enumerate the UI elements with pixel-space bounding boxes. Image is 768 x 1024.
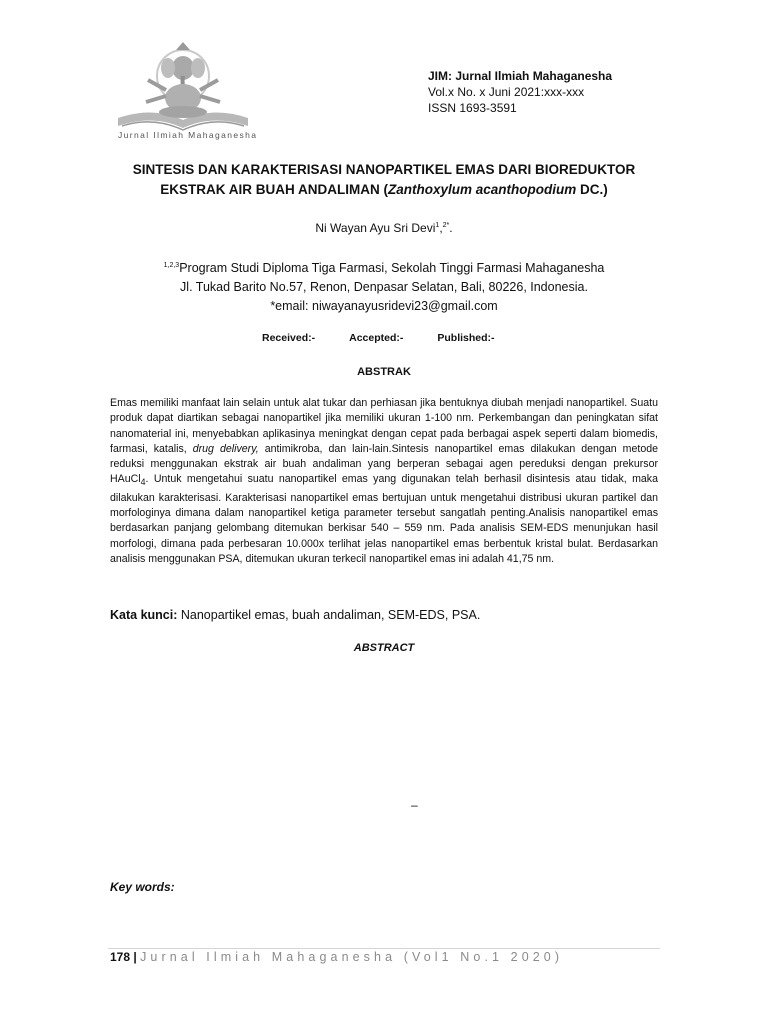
affiliation (0, 256, 768, 316)
abstract-placeholder-dash: – (411, 798, 418, 812)
title-line-2: EKSTRAK AIR BUAH ANDALIMAN (Zanthoxylum acanthopodium DC.) (160, 182, 608, 197)
affiliation-address: Jl. Tukad Barito No.57, Renon, Denpasar Selatan, Bali, 80226, Indonesia. (180, 280, 588, 295)
journal-volume: Vol.x No. x Juni 2021:xxx-xxx (428, 85, 585, 99)
title-line-1: SINTESIS DAN KARAKTERISASI NANOPARTIKEL EMAS DARI BIOREDUKTOR (132, 162, 636, 177)
kata-kunci-text: Nanopartikel emas, buah andaliman, SEM-EDS, PSA. (177, 608, 481, 622)
paper-title (100, 160, 668, 200)
accepted-date: Accepted:- (349, 332, 404, 344)
journal-issn: ISSN 1693-3591 (428, 101, 517, 115)
author-name: Ni Wayan Ayu Sri Devi (315, 221, 436, 235)
published-date: Published:- (437, 332, 495, 344)
abstrak-body: Emas memiliki manfaat lain selain untuk alat tukar dan perhiasan jika bentuknya diubah menjadi nanopartikel. Suatu produk dapat diartikan sebagai nanopartikel jika memiliki ukuran 1-100 nm. Perkembangan dan peningkatan sifat nanomaterial ini, menyebabkan aplikasinya meningkat dengan cepat pada berbagai aspek seperti dalam biomedis, farmasi, katalis, drug delivery, antimikroba, dan lain-lain.Sintesis nanopartikel emas dilakukan dengan metode reduksi menggunakan ekstrak air buah andaliman yang berperan sebagai agen pereduksi dengan prekursor HAuCl$_4$. Untuk mengetahui suatu nanopartikel emas yang digunakan telah berhasil disintesis atau tidak, maka dilakukan karakterisasi. Karakterisasi nanopartikel emas bertujuan untuk mengetahui distribusi ukuran partikel dan morfologinya dimana dalam nanopartikel ketiga parameter tersebut sangatlah penting.Analisis nanopartikel emas berdasarkan panjang gelombang ditemukan berkisar 540 – 559 nm. Pada analisis SEM-EDS menunjukan hasil morfologi, dimana pada perbesaran 10.000x terlihat jelas nanopartikel emas berbentuk kristal bulat. Berdasarkan analisis menggunakan PSA, ditemukan ukuran terkecil nanopartikel emas ini adalah 41,75 nm. (110, 397, 658, 566)
author-email: *email: niwayanayusridevi23@gmail.com (270, 299, 498, 314)
page-footer: 178 | Jurnal Ilmiah Mahaganesha (Vol1 No.1 2020) (110, 950, 564, 964)
journal-name: JIM: Jurnal Ilmiah Mahaganesha (428, 69, 613, 83)
page-number: 178 (110, 950, 131, 964)
publication-dates (262, 332, 529, 344)
species-name: Zanthoxylum acanthopodium (387, 182, 577, 197)
affiliation-program: $^{1,2,3}$Program Studi Diploma Tiga Farmasi, Sekolah Tinggi Farmasi Mahaganesha (163, 261, 605, 276)
author-line: Ni Wayan Ayu Sri Devi$^1$,$^{2*}$. (315, 221, 453, 235)
received-date: Received:- (262, 332, 316, 344)
journal-info (428, 68, 612, 116)
footer-divider (108, 948, 660, 949)
key-words-label: Key words: (110, 880, 175, 894)
kata-kunci-label: Kata kunci: (110, 608, 178, 622)
journal-logo (108, 40, 258, 144)
abstrak-heading: ABSTRAK (357, 366, 411, 378)
footer-journal: Jurnal Ilmiah Mahaganesha (Vol1 No.1 2020) (140, 950, 564, 964)
ganesha-logo-icon (108, 40, 258, 144)
abstract-heading: ABSTRACT (353, 642, 415, 654)
logo-caption: Jurnal Ilmiah Mahaganesha (118, 130, 258, 140)
kata-kunci (110, 608, 480, 622)
